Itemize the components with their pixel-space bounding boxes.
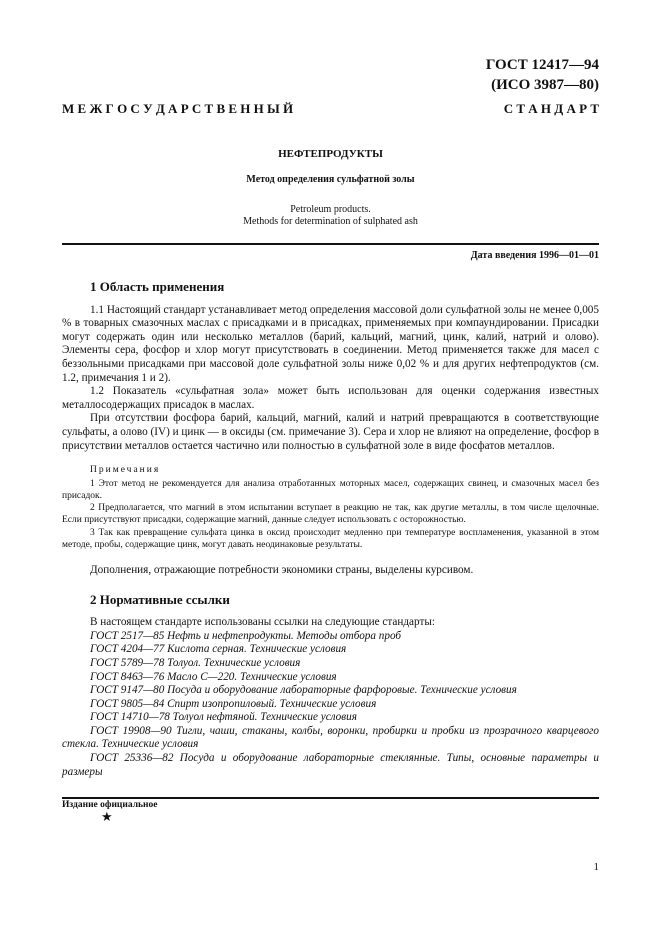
section-1-heading: 1 Область применения xyxy=(90,279,225,294)
official-edition-label: Издание официальное xyxy=(62,800,158,810)
standard-number-block xyxy=(486,55,599,95)
banner-word-interstate: М Е Ж Г О С У Д А Р С Т В Е Н Н Ы Й xyxy=(62,101,294,116)
references-intro: В настоящем стандарте использованы ссылки на следующие стандарты: xyxy=(90,616,435,629)
document-subtitle: Метод определения сульфатной золы xyxy=(246,174,415,185)
star-icon: ★ xyxy=(101,809,113,824)
page-number: 1 xyxy=(593,861,599,873)
reference-item: ГОСТ 9147—80 Посуда и оборудование лабораторные фарфоровые. Технические условия xyxy=(90,684,517,697)
reference-item: ГОСТ 4204—77 Кислота серная. Технические условия xyxy=(90,643,347,656)
banner-word-standard: С Т А Н Д А Р Т xyxy=(503,101,599,116)
title-divider xyxy=(62,243,599,245)
iso-number: (ИСО 3987—80) xyxy=(491,77,599,93)
reference-item: ГОСТ 19908—90 Тигли, чаши, стаканы, колбы, воронки, пробирки и пробки из прозрачного кварцевого стекла. Технические условия xyxy=(62,724,599,751)
reference-item: ГОСТ 8463—76 Масло С—220. Технические условия xyxy=(90,670,337,683)
introduction-date: Дата введения 1996—01—01 xyxy=(470,250,599,261)
interstate-standard-banner xyxy=(62,101,599,117)
paragraph-1-2-cont: При отсутствии фосфора барий, кальций, магний, калий и натрий превращаются в соответствующие сульфаты, а олово (IV) и цинк — в оксиды (см. примечание 3). Сера и хлор не влияют на определение, фосфор в присутствии металлов остается частично или полностью в сульфатной золе в виде фосфатов металлов. xyxy=(62,412,599,452)
reference-item: ГОСТ 5789—78 Толуол. Технические условия xyxy=(90,656,301,669)
note-1: 1 Этот метод не рекомендуется для анализа отработанных моторных масел, содержащих свинец, и смазочных масел без присадок. xyxy=(62,478,599,501)
document-body xyxy=(62,280,599,779)
reference-item: ГОСТ 9805—84 Спирт изопропиловый. Технические условия xyxy=(90,697,377,710)
title-block xyxy=(62,147,599,228)
note-3: 3 Так как превращение сульфата цинка в оксид происходит медленно при температуре воспламенения, указанной в этом методе, пробы, содержащие цинк, могут давать неодинаковые результаты. xyxy=(62,527,599,550)
notes-label: Примечания xyxy=(90,465,161,476)
reference-item: ГОСТ 14710—78 Толуол нефтяной. Технические условия xyxy=(90,711,357,724)
reference-item: ГОСТ 25336—82 Посуда и оборудование лабораторные стеклянные. Типы, основные параметры и размеры xyxy=(62,752,599,778)
english-title-line-1: Petroleum products. xyxy=(290,204,371,215)
note-2: 2 Предполагается, что магний в этом испытании вступает в реакцию не так, как другие металлы, в том числе щелочные. Если присутствуют присадки, содержащие магний, данные следует использовать с осторожностью. xyxy=(62,503,599,526)
section-2 xyxy=(62,593,599,780)
additions-remark: Дополнения, отражающие потребности экономики страны, выделены курсивом. xyxy=(90,563,474,576)
english-title xyxy=(62,204,599,228)
footer-divider xyxy=(62,797,599,799)
document-title: НЕФТЕПРОДУКТЫ xyxy=(278,148,383,160)
section-2-heading: 2 Нормативные ссылки xyxy=(90,591,230,607)
reference-item: ГОСТ 2517—85 Нефть и нефтепродукты. Методы отбора проб xyxy=(90,629,402,642)
paragraph-1-2: 1.2 Показатель «сульфатная зола» может быть использован для оценки содержания известных металлосодержащих присадок в маслах. xyxy=(62,385,599,411)
standard-number: ГОСТ 12417—94 xyxy=(485,57,599,73)
english-title-line-2: Methods for determination of sulphated ash xyxy=(243,216,418,227)
paragraph-1-1: 1.1 Настоящий стандарт устанавливает метод определения массовой доли сульфатной золы не менее 0,005 % в товарных смазочных маслах с присадками и в присадках, применяемых при компаундировании. Присадки могут содержать один или несколько металлов (барий, кальций, магний, цинк, калий, натрий и олово). Элементы сера, фосфор и хлор могут присутствовать в соединении. Метод применяется также для масел с беззольными присадками при массовой доле сульфатной золы ниже 0,02 % и для других нефтепродуктов (см. 1.2, примечания 1 и 2). xyxy=(62,303,599,384)
